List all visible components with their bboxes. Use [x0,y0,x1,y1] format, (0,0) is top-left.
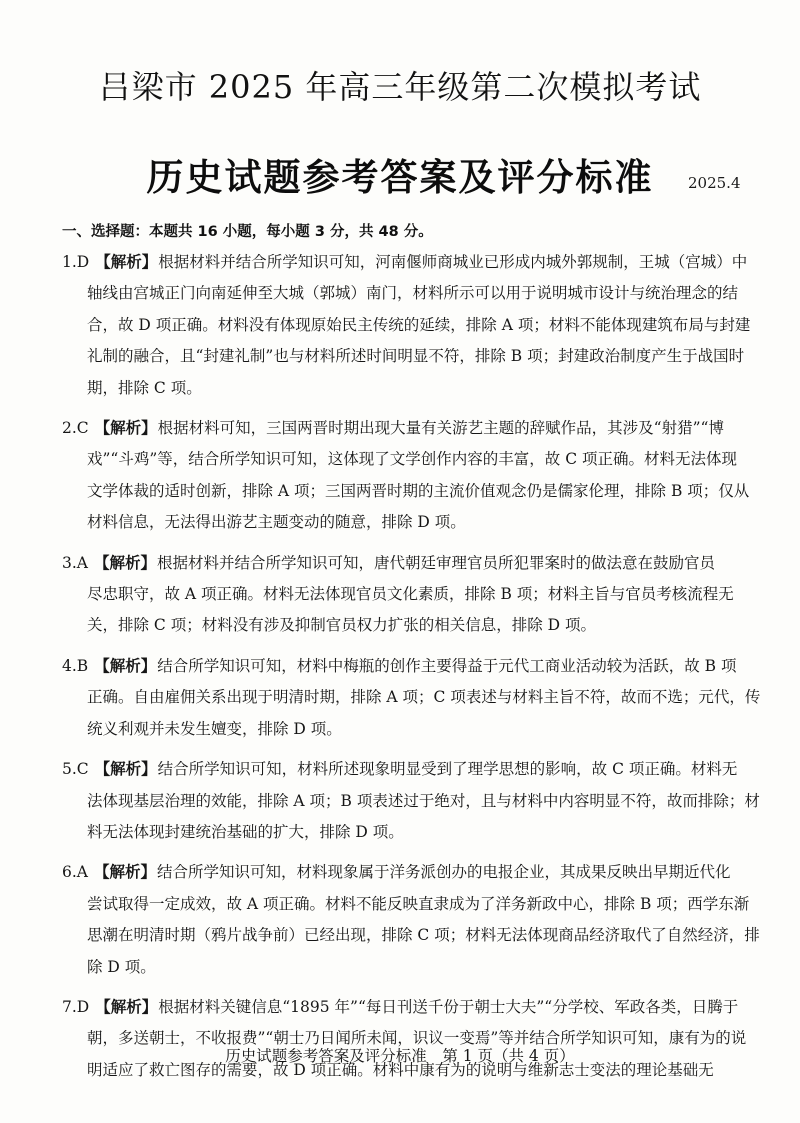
document-date: 2025.4 [688,174,741,192]
answer-line [62,341,752,372]
answer-line [62,373,752,404]
answer-line [62,278,752,309]
answer-text: 材料信息，无法得出游艺主题变动的随意，排除 D 项。 [87,513,466,532]
answer-text: 朝，多送朝士，不收报费”“朝士乃日闻所未闻，识议一变焉”等并结合所学知识可知，康有为的说 [87,1029,747,1048]
answer-text: 结合所学知识可知，材料所述现象明显受到了理学思想的影响，故 C 项正确。材料无 [157,760,738,779]
answer-number: 3.A [62,553,88,572]
answer-first-line [62,412,752,444]
answer-first-line [62,246,752,278]
answer-text: 合，故 D 项正确。材料没有体现原始民主传统的延续，排除 A 项；材料不能体现建筑布局与封建 [87,315,751,334]
answer-text: 关，排除 C 项；材料没有涉及抑制官员权力扩张的相关信息，排除 D 项。 [87,616,596,635]
answer-line [62,889,752,920]
answer-text: 尝试取得一定成效，故 A 项正确。材料不能反映直隶成为了洋务新政中心，排除 B 项；西学东渐 [87,894,750,913]
answer-item [62,412,752,539]
answer-text: 尽忠职守，故 A 项正确。材料无法体现官员文化素质，排除 B 项；材料主旨与官员考核流程无 [87,585,734,604]
analysis-tag: 【解析】 [93,862,156,882]
answer-text: 期，排除 C 项。 [87,378,202,397]
section-heading: 一、选择题：本题共 16 小题，每小题 3 分，共 48 分。 [62,224,433,240]
answer-text: 根据材料并结合所学知识可知，唐代朝廷审理官员所犯罪案时的做法意在鼓励官员 [157,553,716,572]
answer-list [62,246,761,1094]
exam-name: 吕梁市 2025 年高三年级第二次模拟考试 [98,68,702,106]
answer-line [62,682,761,713]
answer-first-line [62,753,752,785]
answer-item [62,650,761,745]
answer-line [62,952,752,983]
answer-first-line [62,547,752,579]
answer-number: 1.D [62,253,90,271]
answer-number: 6.A [62,863,88,882]
answer-line [62,786,760,817]
document-title: 历史试题参考答案及评分标准 [146,156,654,199]
answer-text: 结合所学知识可知，材料中梅瓶的创作主要得益于元代工商业活动较为活跃，故 B 项 [157,656,737,675]
analysis-tag: 【解析】 [95,252,158,271]
answer-text: 料无法体现封建统治基础的扩大，排除 D 项。 [87,822,404,841]
answer-number: 5.C [62,760,89,779]
answer-line [62,920,760,951]
answer-text: 结合所学知识可知，材料现象属于洋务派创办的电报企业，其成果反映出早期近代化 [157,863,731,882]
answer-text: 思潮在明清时期（鸦片战争前）已经出现，排除 C 项；材料无法体现商品经济取代了自然经济，排 [87,926,760,945]
answer-text: 根据材料并结合所学知识可知，河南偃师商城业已形成内城外郭规制，王城（宫城）中 [158,253,748,271]
answer-number: 4.B [62,656,89,675]
analysis-tag: 【解析】 [93,552,156,572]
answer-item [62,991,752,1086]
answer-line [62,507,752,538]
answer-item [62,753,760,848]
answer-text: 明适应了救亡图存的需要，故 D 项正确。材料中康有为的说明与维新志士变法的理论基础无 [87,1060,714,1079]
answer-line [62,579,752,610]
answer-line [62,817,752,848]
answer-item [62,547,752,642]
answer-text: 除 D 项。 [87,957,156,976]
answer-line [62,310,752,341]
answer-line [62,444,752,475]
answer-first-line [62,991,752,1023]
answer-text: 根据材料可知，三国两晋时期出现大量有关游艺主题的辞赋作品，其涉及“射猎”“博 [157,419,724,438]
answer-first-line [62,856,752,888]
answer-text: 统义利观并未发生嬗变，排除 D 项。 [87,719,342,738]
analysis-tag: 【解析】 [94,655,157,675]
answer-line [62,610,752,641]
answer-text: 轴线由宫城正门向南延伸至大城（郭城）南门，材料所示可以用于说明城市设计与统治理念的结 [87,284,739,303]
answer-item [62,856,760,983]
answer-text: 戏”“斗鸡”等，结合所学知识可知，这体现了文学创作内容的丰富，故 C 项正确。材料无法体现 [87,450,737,469]
answer-text: 礼制的融合，且“封建礼制”也与材料所述时间明显不符，排除 B 项；封建政治制度产生于战国时 [87,347,745,366]
analysis-tag: 【解析】 [94,418,157,438]
answer-number: 2.C [62,419,89,438]
answer-text: 法体现基层治理的效能，排除 A 项；B 项表述过于绝对，且与材料中内容明显不符，故而排除；材 [87,791,760,810]
answer-text: 文学体裁的适时创新，排除 A 项；三国两晋时期的主流价值观念仍是儒家伦理，排除 B 项；仅从 [87,481,750,500]
answer-item [62,246,752,404]
page-footer: 历史试题参考答案及评分标准 第 1 页（共 4 页） [225,1047,575,1065]
answer-line [62,476,752,507]
analysis-tag: 【解析】 [94,759,157,779]
answer-text: 正确。自由雇佣关系出现于明清时期，排除 A 项；C 项表述与材料主旨不符，故而不选；元代，传 [87,688,761,707]
answer-number: 7.D [62,997,90,1016]
analysis-tag: 【解析】 [95,996,158,1016]
answer-line [62,714,752,745]
answer-text: 根据材料关键信息“1895 年”“每日刊送千份于朝士大夫”“分学校、军政各类，日腾于 [158,997,739,1016]
answer-first-line [62,650,752,682]
